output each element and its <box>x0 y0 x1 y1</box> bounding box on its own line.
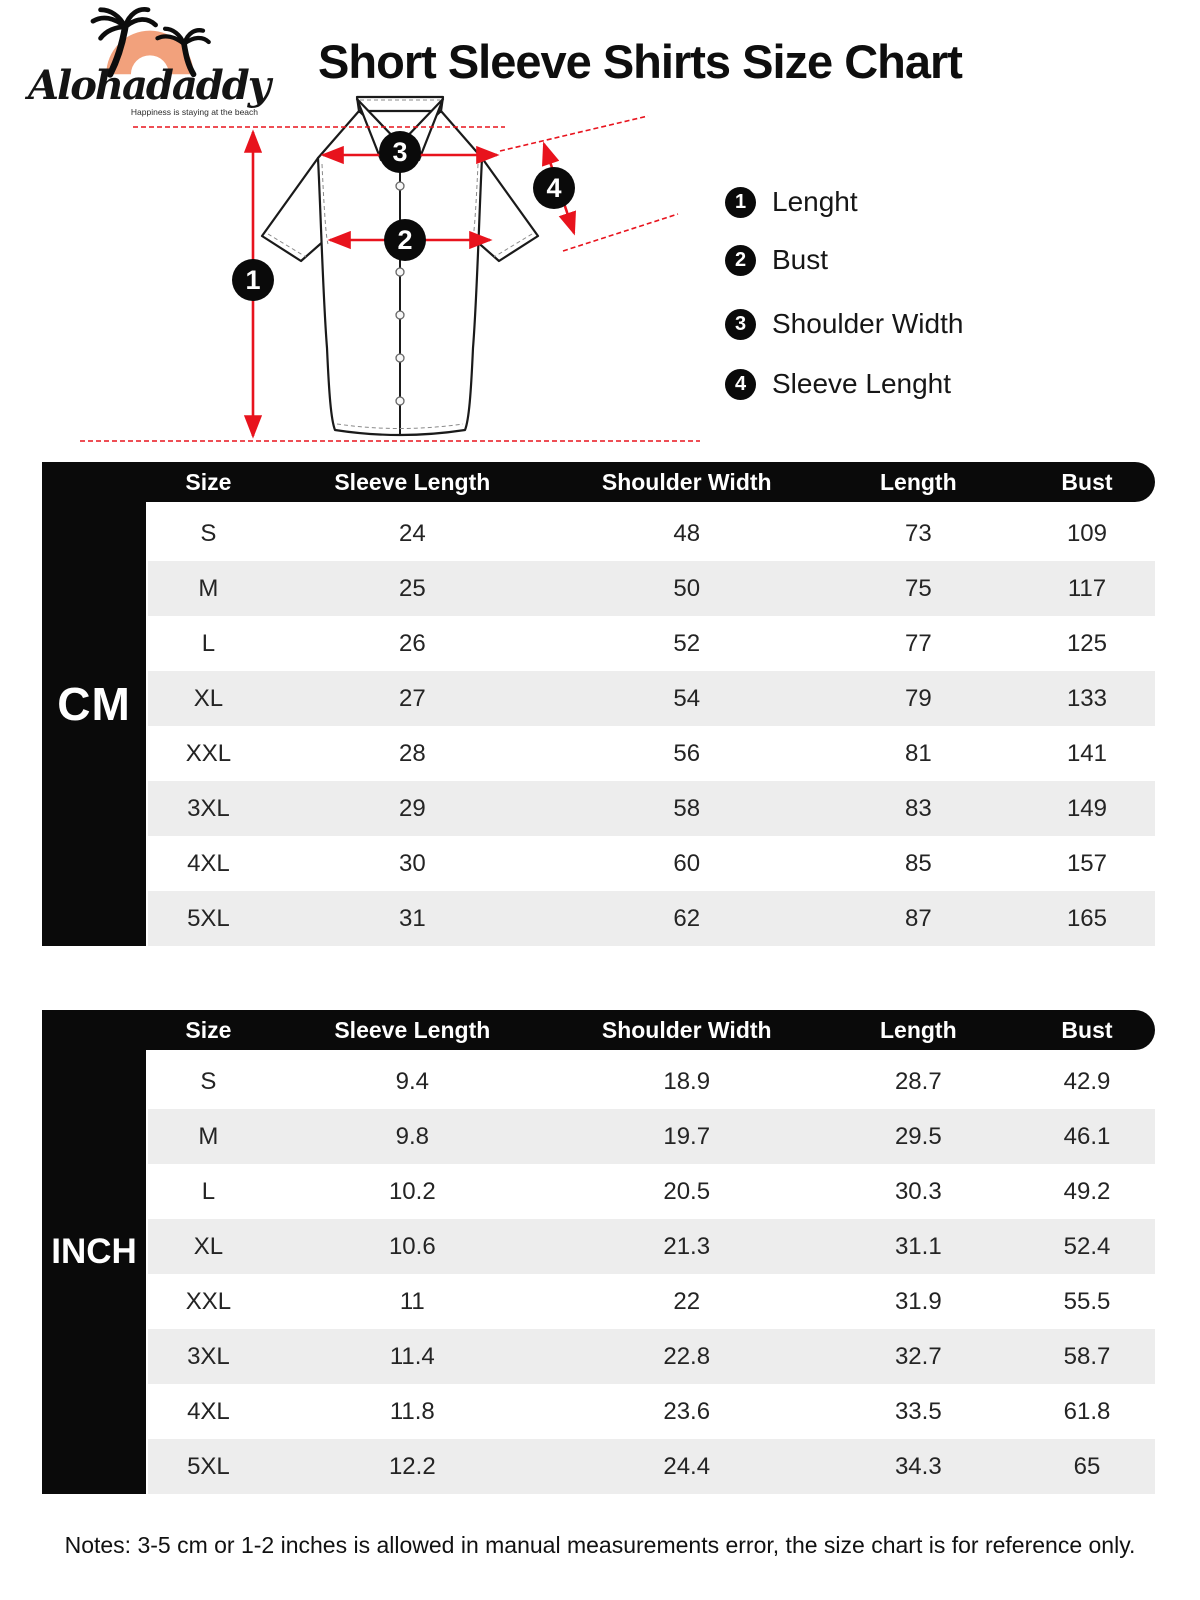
legend-number-icon: 3 <box>725 309 756 340</box>
marker-num-1: 1 <box>245 265 261 295</box>
legend-label: Lenght <box>772 186 858 217</box>
value-cell: 26 <box>398 629 426 657</box>
size-row-3xl <box>148 781 1155 836</box>
value-cell: 55.5 <box>1063 1287 1111 1315</box>
value-cell: 29 <box>398 794 426 822</box>
value-cell: 10.2 <box>388 1177 436 1205</box>
size-cell: XXL <box>185 1287 232 1315</box>
inch-table-body <box>148 1054 1155 1494</box>
value-cell: 28.7 <box>894 1067 942 1095</box>
value-cell: 56 <box>673 739 701 767</box>
column-header-bust: Bust <box>1061 1016 1113 1043</box>
legend-item-bust <box>725 243 1105 277</box>
size-row-xxl <box>148 1274 1155 1329</box>
value-cell: 125 <box>1066 629 1107 657</box>
size-cell: 3XL <box>187 794 230 822</box>
value-cell: 28 <box>398 739 426 767</box>
legend-item-sleeve-lenght <box>725 367 1105 401</box>
column-header-bust: Bust <box>1061 468 1113 495</box>
value-cell: 23.6 <box>663 1397 711 1425</box>
value-cell: 22 <box>673 1287 701 1315</box>
size-cell: XL <box>193 684 224 712</box>
value-cell: 10.6 <box>388 1232 436 1260</box>
size-row-xl <box>148 1219 1155 1274</box>
notes-text: Notes: 3-5 cm or 1-2 inches is allowed in manual measurements error, the size chart is for reference only. <box>64 1532 1136 1558</box>
cm-table-body <box>148 506 1155 946</box>
column-header-sleeve-length: Sleeve Length <box>334 1016 491 1043</box>
legend-label: Shoulder Width <box>772 308 964 339</box>
size-row-s <box>148 1054 1155 1109</box>
column-header-length: Length <box>879 468 957 495</box>
size-cell: M <box>198 574 219 602</box>
size-row-l <box>148 1164 1155 1219</box>
size-cell: M <box>198 1122 219 1150</box>
value-cell: 117 <box>1067 574 1107 602</box>
legend-number-icon: 4 <box>725 369 756 400</box>
size-row-4xl <box>148 836 1155 891</box>
value-cell: 79 <box>904 684 932 712</box>
value-cell: 54 <box>673 684 701 712</box>
value-cell: 25 <box>398 574 426 602</box>
value-cell: 19.7 <box>663 1122 711 1150</box>
value-cell: 20.5 <box>663 1177 711 1205</box>
value-cell: 58.7 <box>1063 1342 1111 1370</box>
value-cell: 60 <box>673 849 701 877</box>
column-header-shoulder-width: Shoulder Width <box>601 1016 772 1043</box>
legend-number-icon: 1 <box>725 187 756 218</box>
value-cell: 34.3 <box>894 1452 942 1480</box>
inch-unit-panel <box>42 1010 146 1494</box>
legend-number-icon: 2 <box>725 245 756 276</box>
size-row-l <box>148 616 1155 671</box>
value-cell: 24.4 <box>663 1452 711 1480</box>
size-row-m <box>148 561 1155 616</box>
value-cell: 11 <box>399 1287 425 1315</box>
value-cell: 31.1 <box>894 1232 942 1260</box>
value-cell: 81 <box>904 739 932 767</box>
value-cell: 30 <box>398 849 426 877</box>
value-cell: 50 <box>673 574 701 602</box>
inch-unit-label: INCH <box>51 1232 137 1271</box>
value-cell: 22.8 <box>663 1342 711 1370</box>
size-cell: S <box>200 1067 217 1095</box>
cm-unit-panel <box>42 462 146 946</box>
size-row-3xl <box>148 1329 1155 1384</box>
inch-size-table <box>42 1010 1155 1494</box>
value-cell: 77 <box>904 629 932 657</box>
size-row-xl <box>148 671 1155 726</box>
value-cell: 73 <box>904 519 932 547</box>
cm-unit-label: CM <box>57 678 131 730</box>
column-header-size: Size <box>185 1016 232 1043</box>
size-cell: 5XL <box>187 1452 230 1480</box>
value-cell: 75 <box>904 574 932 602</box>
value-cell: 141 <box>1066 739 1107 767</box>
marker-num-4: 4 <box>546 173 562 203</box>
guide-sleeve-top-dashed <box>500 116 648 151</box>
size-row-m <box>148 1109 1155 1164</box>
value-cell: 109 <box>1066 519 1107 547</box>
value-cell: 83 <box>904 794 932 822</box>
legend-item-shoulder-width <box>725 307 1105 341</box>
size-cell: 3XL <box>187 1342 230 1370</box>
value-cell: 31 <box>398 904 426 932</box>
column-header-sleeve-length: Sleeve Length <box>334 468 491 495</box>
column-header-size: Size <box>185 468 232 495</box>
value-cell: 11.8 <box>389 1397 435 1425</box>
value-cell: 30.3 <box>894 1177 942 1205</box>
value-cell: 157 <box>1066 849 1107 877</box>
brand-name: Alohadaddy <box>28 62 269 109</box>
value-cell: 52 <box>673 629 701 657</box>
value-cell: 12.2 <box>388 1452 436 1480</box>
size-cell: 4XL <box>187 849 230 877</box>
brand-tagline: Happiness is staying at the beach <box>130 107 258 117</box>
size-row-5xl <box>148 891 1155 946</box>
value-cell: 48 <box>673 519 701 547</box>
value-cell: 31.9 <box>894 1287 942 1315</box>
value-cell: 49.2 <box>1063 1177 1111 1205</box>
value-cell: 18.9 <box>663 1067 711 1095</box>
value-cell: 52.4 <box>1063 1232 1111 1260</box>
value-cell: 87 <box>904 904 932 932</box>
value-cell: 32.7 <box>894 1342 942 1370</box>
size-cell: XL <box>193 1232 224 1260</box>
size-row-s <box>148 506 1155 561</box>
value-cell: 33.5 <box>894 1397 942 1425</box>
legend-item-lenght <box>725 185 1105 219</box>
value-cell: 29.5 <box>894 1122 942 1150</box>
value-cell: 85 <box>904 849 932 877</box>
size-cell: S <box>200 519 217 547</box>
value-cell: 65 <box>1073 1452 1101 1480</box>
value-cell: 42.9 <box>1063 1067 1111 1095</box>
size-cell: L <box>201 629 216 657</box>
size-row-xxl <box>148 726 1155 781</box>
value-cell: 61.8 <box>1063 1397 1111 1425</box>
value-cell: 149 <box>1066 794 1107 822</box>
size-cell: 5XL <box>187 904 230 932</box>
value-cell: 133 <box>1066 684 1107 712</box>
value-cell: 46.1 <box>1063 1122 1111 1150</box>
value-cell: 62 <box>673 904 701 932</box>
size-cell: 4XL <box>187 1397 230 1425</box>
size-cell: XXL <box>185 739 232 767</box>
column-header-shoulder-width: Shoulder Width <box>601 468 772 495</box>
page-title: Short Sleeve Shirts Size Chart <box>318 35 962 88</box>
cm-size-table <box>42 462 1155 946</box>
legend-label: Sleeve Lenght <box>772 368 952 399</box>
legend-label: Bust <box>772 244 829 275</box>
value-cell: 58 <box>673 794 701 822</box>
inch-table-header <box>42 1010 1155 1050</box>
cm-table-header <box>42 462 1155 502</box>
shirt-measurement-diagram <box>60 88 720 458</box>
value-cell: 9.4 <box>395 1067 429 1095</box>
guide-sleeve-bottom-dashed <box>563 214 678 251</box>
marker-num-2: 2 <box>397 225 413 255</box>
column-header-length: Length <box>879 1016 957 1043</box>
value-cell: 21.3 <box>663 1232 711 1260</box>
value-cell: 9.8 <box>395 1122 429 1150</box>
measurement-legend <box>725 182 1105 401</box>
value-cell: 27 <box>398 684 426 712</box>
size-cell: L <box>201 1177 216 1205</box>
size-row-4xl <box>148 1384 1155 1439</box>
value-cell: 24 <box>398 519 426 547</box>
value-cell: 11.4 <box>389 1342 435 1370</box>
value-cell: 165 <box>1066 904 1107 932</box>
marker-num-3: 3 <box>392 137 408 167</box>
size-row-5xl <box>148 1439 1155 1494</box>
